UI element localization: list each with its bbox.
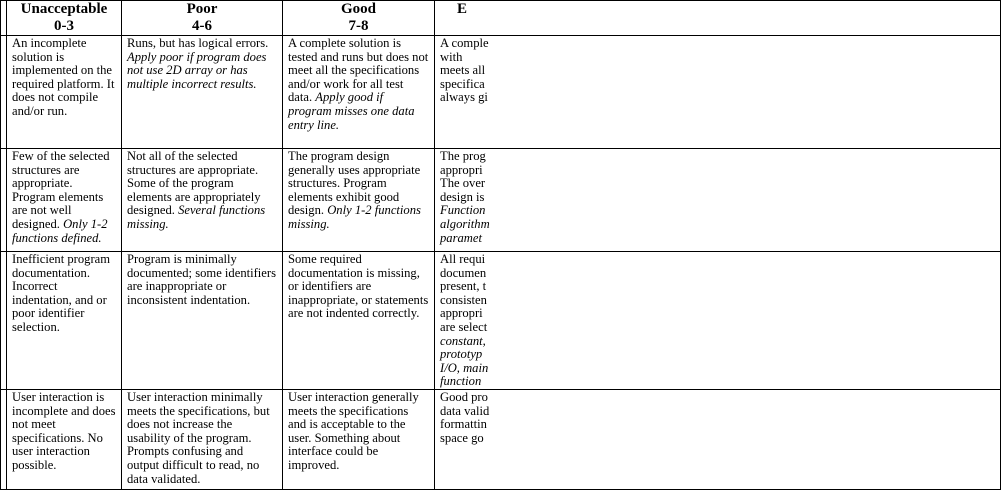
criteria-note: Only 1-2 functions missing. [288,203,425,231]
criteria-text: The program design generally uses appropriate structures. Program elements exhibit good design. [288,149,424,218]
criteria-text: Program is minimally documented; some identifiers are inappropriate or inconsistent indentation. [127,252,280,307]
criteria-text: A comple with meets all specifica always gi [440,36,489,105]
cell-poor [122,389,283,489]
cell-excellent [435,149,1001,252]
criteria-text: An incomplete solution is implemented on the required platform. It does not compile and/or run. [12,36,118,118]
header-title: Good [340,1,376,17]
header-title: Poor [186,1,218,17]
criteria-text: Runs, but has logical errors. [127,36,272,50]
header-row [1,1,1001,36]
cell-excellent [435,252,1001,390]
cell-poor [122,149,283,252]
header-range: 0-3 [54,18,74,34]
cell-unacceptable [7,389,122,489]
criteria-text: Not all of the selected structures are appropriate. Some of the program elements are appropriately designed. [127,149,264,218]
cell-excellent [435,36,1001,149]
cell-unacceptable [7,149,122,252]
criteria-text: Inefficient program documentation. Incorrect indentation, and or poor identifier selection. [12,252,114,334]
criteria-text: The prog appropri The over design is [440,149,486,204]
criteria-row [1,252,1001,390]
criteria-text: User interaction is incomplete and does not meet specifications. No user interaction possible. [12,389,119,472]
criteria-text: A complete solution is tested and runs but does not meet all the specifications and/or work for all test data. [288,36,432,105]
criteria-text: All requi documen present, t consisten appropri are select [440,252,488,334]
criteria-note: Function algorithm paramet [440,203,490,245]
criteria-text: User interaction generally meets the specifications and is acceptable to the user. Something about interface could be improved. [288,389,422,472]
header-good [283,1,435,36]
criteria-note: constant, prototyp I/O, main function [440,333,489,389]
cell-poor [122,252,283,390]
header-excellent [435,1,1001,36]
criteria-row [1,149,1001,252]
cell-poor [122,36,283,149]
criteria-text: Few of the selected structures are appropriate. Program elements are not well designed. [12,149,113,231]
cell-excellent [435,389,1001,489]
cell-good [283,36,435,149]
header-range: 4-6 [192,18,212,34]
header-title: E [457,1,468,17]
criteria-row [1,36,1001,149]
header-unacceptable [7,1,122,36]
criteria-note: Apply good if program misses one data entry line. [288,90,418,132]
header-range: 7-8 [348,18,369,34]
criteria-row [1,389,1001,489]
criteria-note: Several functions missing. [127,203,269,231]
cell-good [283,252,435,390]
cell-unacceptable [7,36,122,149]
cell-good [283,389,435,489]
criteria-note: Only 1-2 functions defined. [12,216,111,245]
header-poor [122,1,283,36]
criteria-text: Good pro data valid formattin space go [440,389,490,445]
header-title: Unacceptable [20,1,108,17]
criteria-text: Some required documentation is missing, or identifiers are inappropriate, or statements are not indented correctly. [288,252,432,321]
cell-unacceptable [7,252,122,390]
cell-good [283,149,435,252]
criteria-note: Apply poor if program does not use 2D array or has multiple incorrect results. [127,49,270,91]
criteria-text: User interaction minimally meets the specifications, but does not increase the usability of the program. Prompts confusing and output difficult to read, no data validated. [127,389,273,486]
